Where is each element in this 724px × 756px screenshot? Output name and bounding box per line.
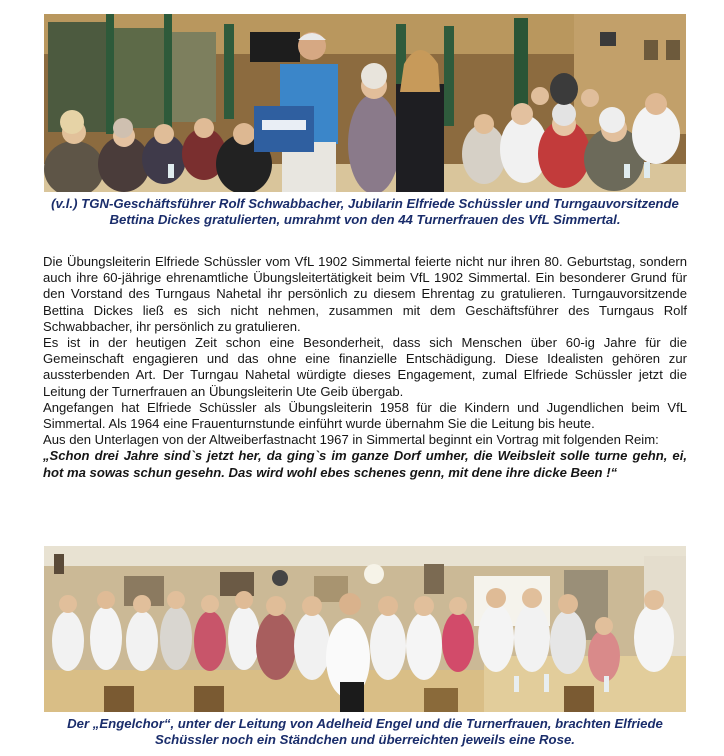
photo-choir-serenade — [44, 546, 686, 712]
article-quote: „Schon drei Jahre sind`s jetzt her, da ging`s im ganze Dorf umher, die Weibsleit solle turne gehn, ei, hot ma sowas schun gesehn. Das wird wohl ebes schenes genn, mit dene ihre dicke Been !“ — [43, 448, 687, 480]
photo-birthday-congratulation — [44, 14, 686, 192]
article-body — [43, 254, 687, 481]
photo-caption-top: (v.l.) TGN-Geschäftsführer Rolf Schwabbacher, Jubilarin Elfriede Schüssler und Turngauvorsitzende Bettina Dickes gratulierten, umrahmt von den 44 Turnerfrauen des VfL Simmertal. — [51, 196, 679, 227]
article-paragraph: Die Übungsleiterin Elfriede Schüssler vom VfL 1902 Simmertal feierte nicht nur ihren 80. Geburtstag, sondern auch ihre 60-jährige ehrenamtliche Übungsleitertätigkeit beim VfL 1902 Simmertal. Ein besonderer Grund für den Vorstand des Turngaus Nahetal ihr persönlich zu diesem Ehrentag zu gratulieren. Turngauvorsitzende Bettina Dickes ließ es sich nicht nehmen, zusammen mit dem Geschäftsführer des Turngaus Rolf Schwabbacher, ihr persönlich zu gratulieren. — [43, 254, 687, 334]
photo-choir-scene — [44, 546, 686, 712]
article-paragraph: Aus den Unterlagen von der Altweiberfastnacht 1967 in Simmertal beginnt ein Vortrag mit folgenden Reim: — [43, 432, 659, 448]
photo-caption-bottom: Der „Engelchor“, unter der Leitung von Adelheid Engel und die Turnerfrauen, brachten Elfriede Schüssler noch ein Ständchen und überreichten jeweils eine Rose. — [67, 716, 663, 747]
photo-birthday-scene — [44, 14, 686, 192]
article-paragraph: Es ist in der heutigen Zeit schon eine Besonderheit, dass sich Menschen über 60-ig Jahre für die Gemeinschaft engagieren und das ohne eine finanzielle Entschädigung. Diese Idealisten gehören zur aussterbenden Art. Der Turngau Nahetal würdigte dieses Engagement, zumal Elfriede Schüssler jetzt die Leitung der Turnerfrauen an Übungsleiterin Ute Geib übergab. — [43, 335, 687, 399]
article-paragraph: Angefangen hat Elfriede Schüssler als Übungsleiterin 1958 für die Kindern und Jugendlichen beim VfL Simmertal. Als 1964 eine Frauenturnstunde einführt wurde übernahm Sie die Leitung bis heute. — [43, 399, 687, 432]
